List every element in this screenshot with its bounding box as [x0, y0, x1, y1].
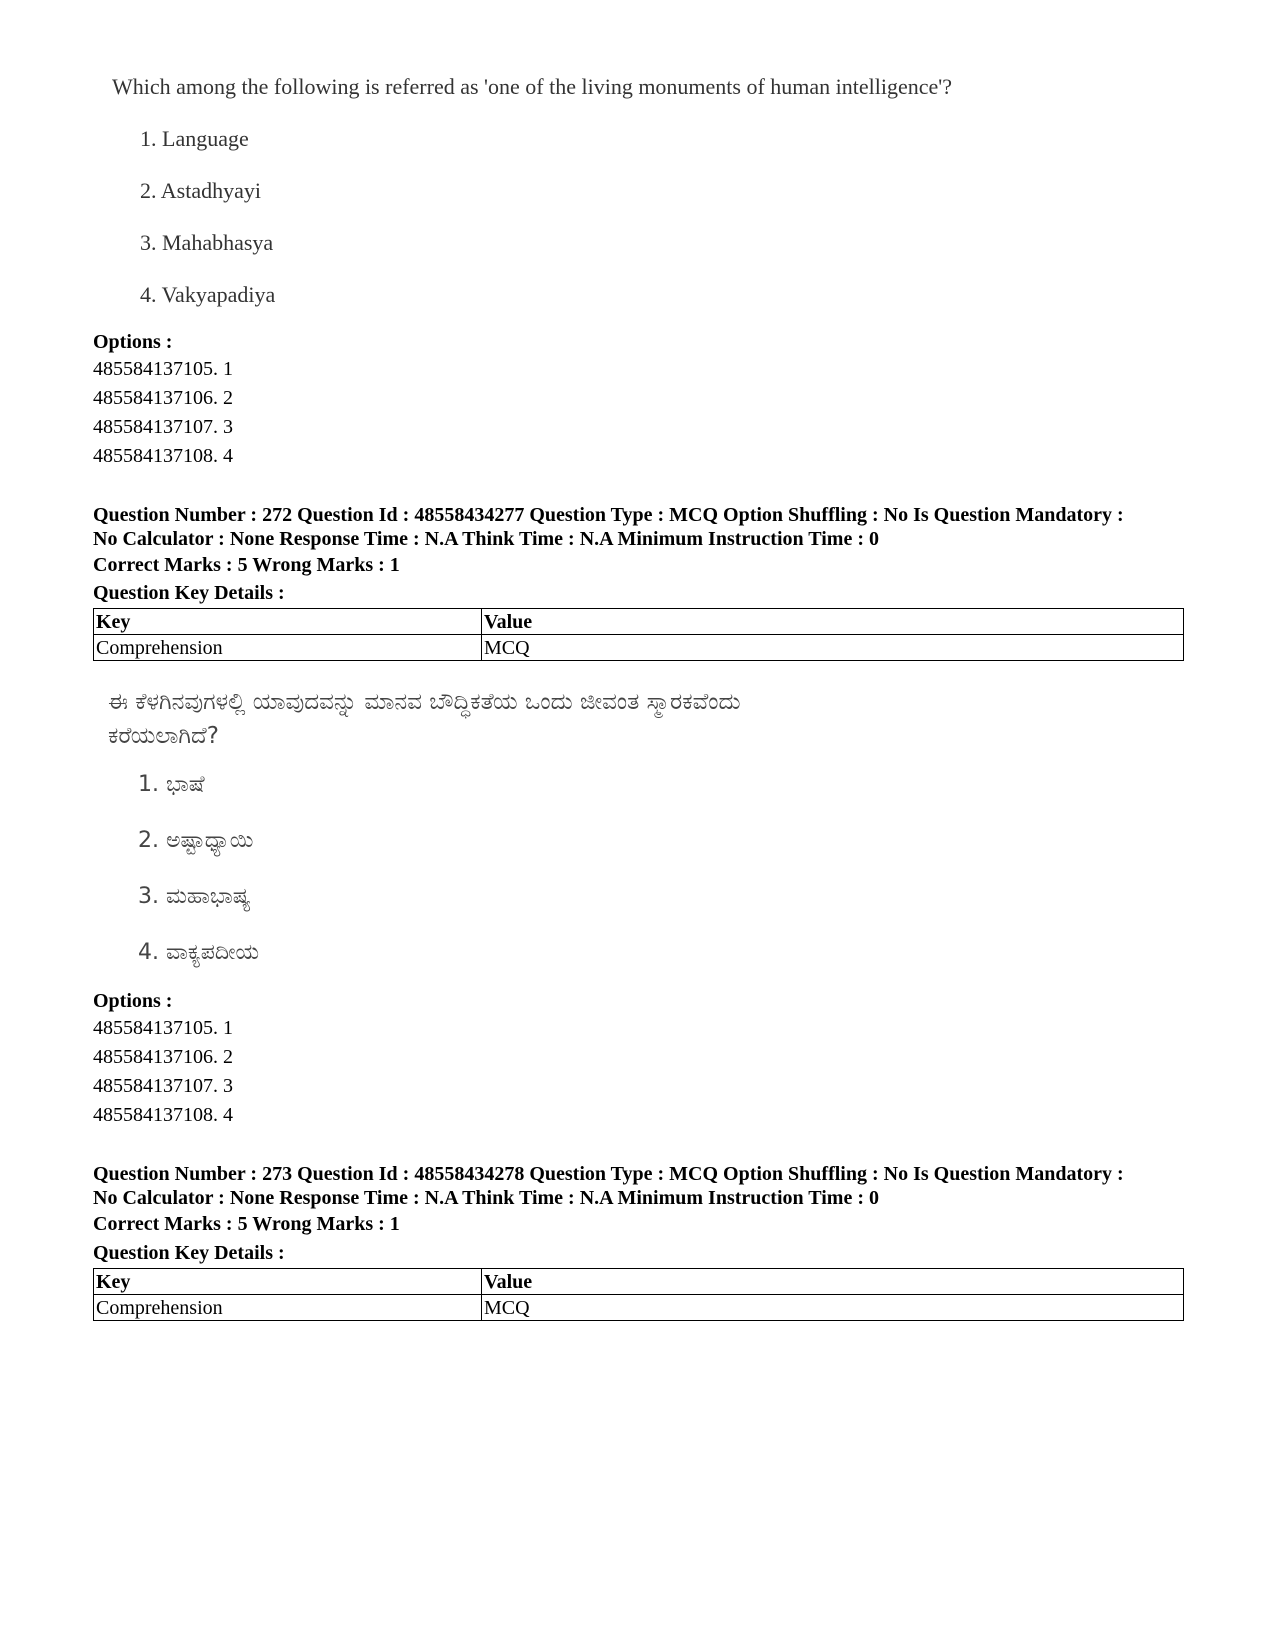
question-meta-line: No Calculator : None Response Time : N.A Think Time : N.A Minimum Instruction Time : 0 [93, 1187, 879, 1209]
question-choice: 2. ಅಷ್ಟಾಧ್ಯಾಯಿ [138, 828, 254, 853]
question-text-kannada [108, 685, 741, 753]
table-header-cell: Key [94, 1269, 482, 1295]
question-choice: 1. ಭಾಷೆ [138, 772, 205, 797]
question-meta-line: Question Number : 273 Question Id : 48558434278 Question Type : MCQ Option Shuffling : No Is Question Mandatory : [93, 1163, 1124, 1185]
question-choice: 4. Vakyapadiya [140, 282, 276, 307]
question-choice: 2. Astadhyayi [140, 178, 261, 203]
key-details-label: Question Key Details : [93, 1242, 285, 1264]
table-cell: Comprehension [94, 635, 482, 661]
options-label: Options : [93, 331, 173, 353]
question-text-line: ಕರೆಯಲಾಗಿದೆ? [108, 723, 219, 749]
option-id: 485584137105. 1 [93, 358, 233, 380]
table-row [94, 1295, 1184, 1321]
options-label: Options : [93, 990, 173, 1012]
table-cell: MCQ [482, 635, 1184, 661]
question-meta [93, 1162, 1124, 1210]
table-header-cell: Key [94, 609, 482, 635]
key-details-table [93, 1268, 1184, 1321]
question-meta [93, 503, 1124, 551]
option-id: 485584137108. 4 [93, 445, 233, 467]
table-cell: MCQ [482, 1295, 1184, 1321]
table-header-cell: Value [482, 609, 1184, 635]
option-id-list [93, 355, 233, 471]
question-text-line: ಈ ಕೆಳಗಿನವುಗಳಲ್ಲಿ ಯಾವುದವನ್ನು ಮಾನವ ಬೌದ್ಧಿಕತೆಯ ಒಂದು ಜೀವಂತ ಸ್ಮಾರಕವೆಂದು [108, 689, 741, 715]
table-header-row [94, 1269, 1184, 1295]
question-choice: 1. Language [140, 126, 249, 151]
question-choice: 3. ಮಹಾಭಾಷ್ಯ [138, 884, 251, 909]
key-details-table [93, 608, 1184, 661]
table-header-row [94, 609, 1184, 635]
question-choice: 3. Mahabhasya [140, 230, 274, 255]
question-meta-line: Question Number : 272 Question Id : 48558434277 Question Type : MCQ Option Shuffling : No Is Question Mandatory : [93, 504, 1124, 526]
table-header-cell: Value [482, 1269, 1184, 1295]
option-id: 485584137105. 1 [93, 1017, 233, 1039]
marks-line: Correct Marks : 5 Wrong Marks : 1 [93, 554, 400, 576]
question-meta-line: No Calculator : None Response Time : N.A Think Time : N.A Minimum Instruction Time : 0 [93, 528, 879, 550]
option-id: 485584137107. 3 [93, 416, 233, 438]
option-id: 485584137108. 4 [93, 1104, 233, 1126]
table-row [94, 635, 1184, 661]
table-cell: Comprehension [94, 1295, 482, 1321]
question-text: Which among the following is referred as 'one of the living monuments of human intelligence'? [112, 74, 953, 99]
option-id: 485584137107. 3 [93, 1075, 233, 1097]
option-id: 485584137106. 2 [93, 1046, 233, 1068]
key-details-label: Question Key Details : [93, 582, 285, 604]
option-id-list [93, 1014, 233, 1130]
option-id: 485584137106. 2 [93, 387, 233, 409]
question-choice: 4. ವಾಕ್ಯಪದೀಯ [138, 940, 260, 965]
marks-line: Correct Marks : 5 Wrong Marks : 1 [93, 1213, 400, 1235]
